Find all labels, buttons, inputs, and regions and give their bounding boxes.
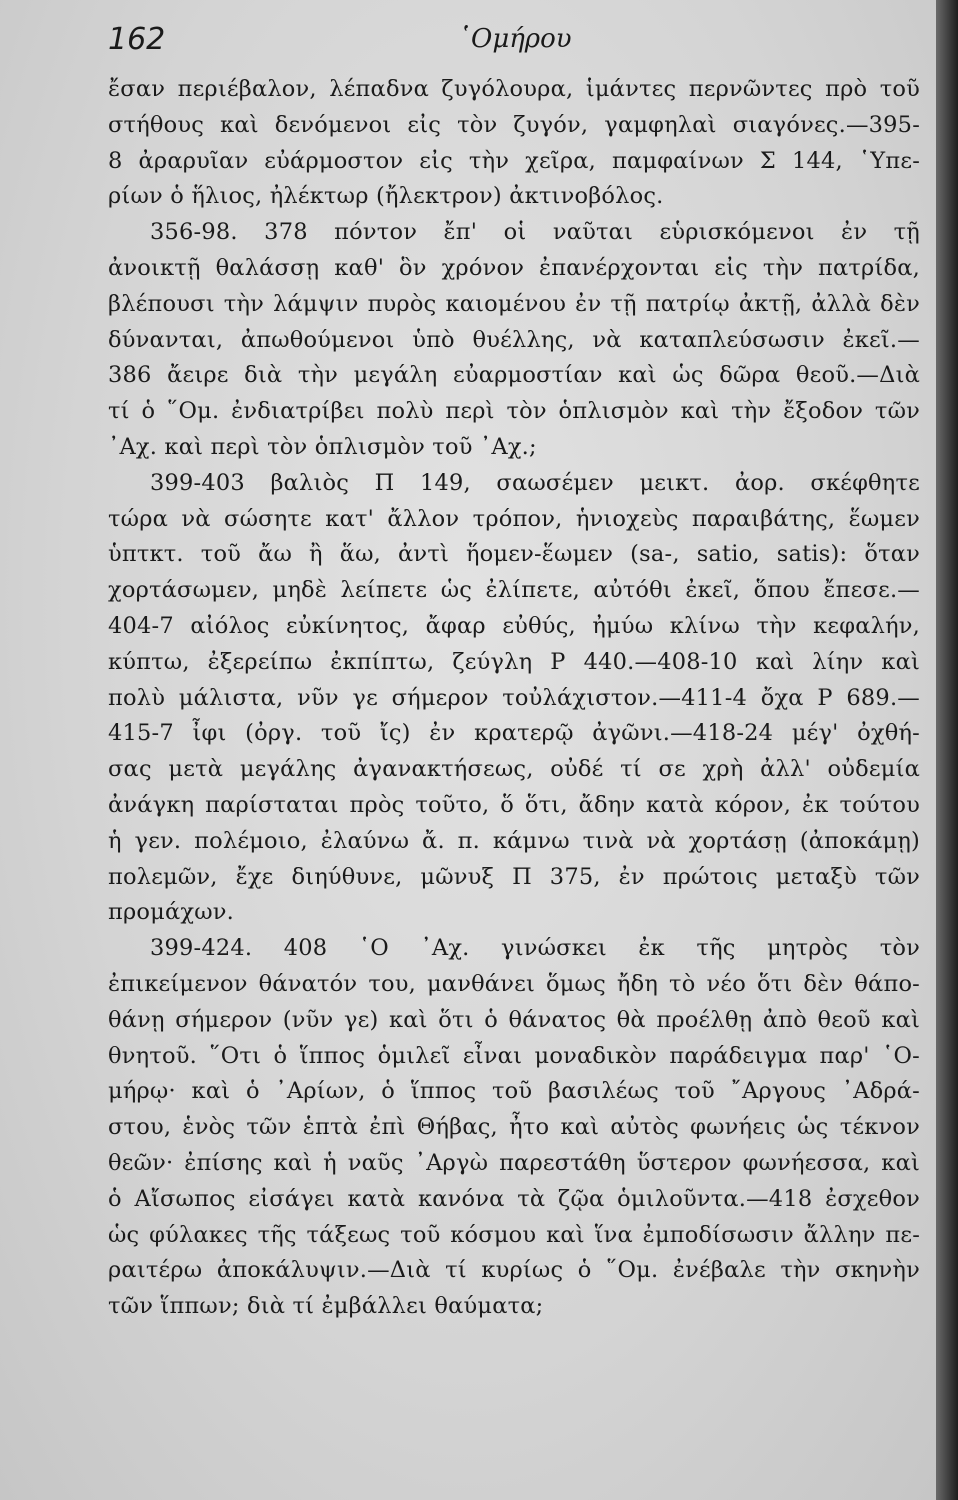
text-line: ἡ γεν. πολέμοιο, ἐλαύνω ἄ. π. κάμνω τινὰ νὰ χορτάσῃ (ἀποκάμῃ)	[108, 827, 920, 854]
text-line: τῶν ἵππων; διὰ τί ἐμβάλλει θαύματα;	[108, 1293, 544, 1320]
text-line: σας μετὰ μεγάλης ἀγανακτήσεως, οὐδέ τί σε χρὴ ἀλλ' οὐδεμία	[108, 756, 920, 783]
page-edge-shadow	[936, 0, 958, 1500]
text-line: βλέπουσι τὴν λάμψιν πυρὸς καιομένου ἐν τῇ πατρίῳ ἀκτῇ, ἀλλὰ δὲν	[108, 290, 920, 317]
text-line: 399-424. 408 ῾Ο ᾽Αχ. γινώσκει ἐκ τῆς μητρὸς τὸν	[150, 935, 920, 962]
text-line: 386 ἄειρε διὰ τὴν μεγάλη εὐαρμοστίαν καὶ ὡς δῶρα θεοῦ.—Διὰ	[108, 362, 920, 389]
text-line: 8 ἀραρυῖαν εὐάρμοστον εἰς τὴν χεῖρα, παμφαίνων Σ 144, ῾Υπε-	[108, 147, 920, 174]
text-line: ᾽Αχ. καὶ περὶ τὸν ὁπλισμὸν τοῦ ᾽Αχ.;	[108, 433, 537, 460]
text-line: ἔσαν περιέβαλον, λέπαδνα ζυγόλουρα, ἱμάντες περνῶντες πρὸ τοῦ	[108, 76, 920, 102]
text-line: ἐπικείμενον θάνατόν του, μανθάνει ὅμως ἤδη τὸ νέο ὅτι δὲν θάπο-	[108, 970, 920, 997]
text-line: πολὺ μάλιστα, νῦν γε σήμερον τοὐλάχιστον.—411-4 ὄχα Ρ 689.—	[108, 684, 920, 711]
text-line: 399-403 βαλιὸς Π 149, σαωσέμεν μεικτ. ἀορ. σκέφθητε	[150, 469, 920, 496]
text-line: ἀνοικτῇ θαλάσσῃ καθ' ὃν χρόνον ἐπανέρχονται εἰς τὴν πατρίδα,	[108, 254, 920, 281]
text-line: θνητοῦ. ῞Οτι ὁ ἵππος ὁμιλεῖ εἶναι μοναδικὸν παράδειγμα παρ' ῾Ο-	[108, 1042, 920, 1069]
page-header	[108, 22, 918, 62]
text-line: στου, ἑνὸς τῶν ἑπτὰ ἐπὶ Θήβας, ἦτο καὶ αὐτὸς φωνήεις ὡς τέκνον	[108, 1114, 920, 1141]
text-line: 404-7 αἰόλος εὐκίνητος, ἄφαρ εὐθύς, ἠμύω κλίνω τὴν κεφαλήν,	[108, 612, 920, 639]
text-line: τώρα νὰ σώσητε κατ' ἄλλον τρόπον, ἡνιοχεὺς παραιβάτης, ἕωμεν	[108, 505, 920, 532]
paragraph	[108, 215, 920, 466]
text-line: μήρῳ· καὶ ὁ ᾽Αρίων, ὁ ἵππος τοῦ βασιλέως τοῦ ῎Αργους ᾽Αδρά-	[108, 1078, 920, 1105]
text-line: τί ὁ ῞Ομ. ἐνδιατρίβει πολὺ περὶ τὸν ὁπλισμὸν καὶ τὴν ἔξοδον τῶν	[108, 398, 920, 425]
text-line: ρίων ὁ ἥλιος, ἠλέκτωρ (ἤλεκτρον) ἀκτινοβόλος.	[108, 183, 664, 210]
text-line: ὑπτκτ. τοῦ ἄω ἢ ἅω, ἀντὶ ἥομεν-ἕωμεν (sa-, satio, satis): ὅταν	[108, 541, 920, 568]
text-line: χορτάσωμεν, μηδὲ λείπετε ὡς ἐλίπετε, αὐτόθι ἐκεῖ, ὅπου ἔπεσε.—	[108, 577, 920, 604]
text-line: ἀνάγκη παρίσταται πρὸς τοῦτο, ὅ ὅτι, ἄδην κατὰ κόρον, ἐκ τούτου	[108, 791, 920, 818]
text-line: θεῶν· ἐπίσης καὶ ἡ ναῦς ᾽Αργὼ παρεστάθη ὕστερον φωνήεσσα, καὶ	[108, 1149, 920, 1176]
text-line: ὡς φύλακες τῆς τάξεως τοῦ κόσμου καὶ ἵνα ἐμποδίσωσιν ἄλλην πε-	[108, 1221, 920, 1248]
text-line: στήθους καὶ δενόμενοι εἰς τὸν ζυγόν, γαμφηλαὶ σιαγόνες.—395-	[108, 111, 920, 138]
paragraph	[108, 466, 920, 931]
text-line: κύπτω, ἐξερείπω ἐκπίπτω, ζεύγλη Ρ 440.—408-10 καὶ λίην καὶ	[108, 648, 920, 675]
text-line: πολεμῶν, ἔχε διηύθυνε, μῶνυξ Π 375, ἐν πρώτοις μεταξὺ τῶν	[108, 863, 920, 890]
page-number: 162	[108, 22, 166, 57]
text-line: 415-7 ἶφι (ὀργ. τοῦ ἴς) ἐν κρατερῷ ἀγῶνι.—418-24 μέγ' ὀχθή-	[108, 720, 920, 747]
paragraph	[108, 72, 920, 215]
text-line: δύνανται, ἀπωθούμενοι ὑπὸ θυέλλης, νὰ καταπλεύσωσιν ἐκεῖ.—	[108, 326, 920, 353]
paragraph	[108, 931, 920, 1325]
text-line: ραιτέρω ἀποκάλυψιν.—Διὰ τί κυρίως ὁ ῞Ομ. ἐνέβαλε τὴν σκηνὴν	[108, 1257, 920, 1284]
text-line: 356-98. 378 πόντον ἔπ' οἱ ναῦται εὑρισκόμενοι ἐν τῇ	[150, 219, 920, 246]
commentary-text	[108, 72, 920, 1325]
text-line: ὁ Αἴσωπος εἰσάγει κατὰ κανόνα τὰ ζῷα ὁμιλοῦντα.—418 ἐσχεθον	[108, 1185, 920, 1212]
text-line: προμάχων.	[108, 899, 234, 926]
running-head: ῾Ομήρου	[458, 24, 572, 54]
text-line: θάνῃ σήμερον (νῦν γε) καὶ ὅτι ὁ θάνατος θὰ προέλθῃ ἀπὸ θεοῦ καὶ	[108, 1006, 920, 1033]
